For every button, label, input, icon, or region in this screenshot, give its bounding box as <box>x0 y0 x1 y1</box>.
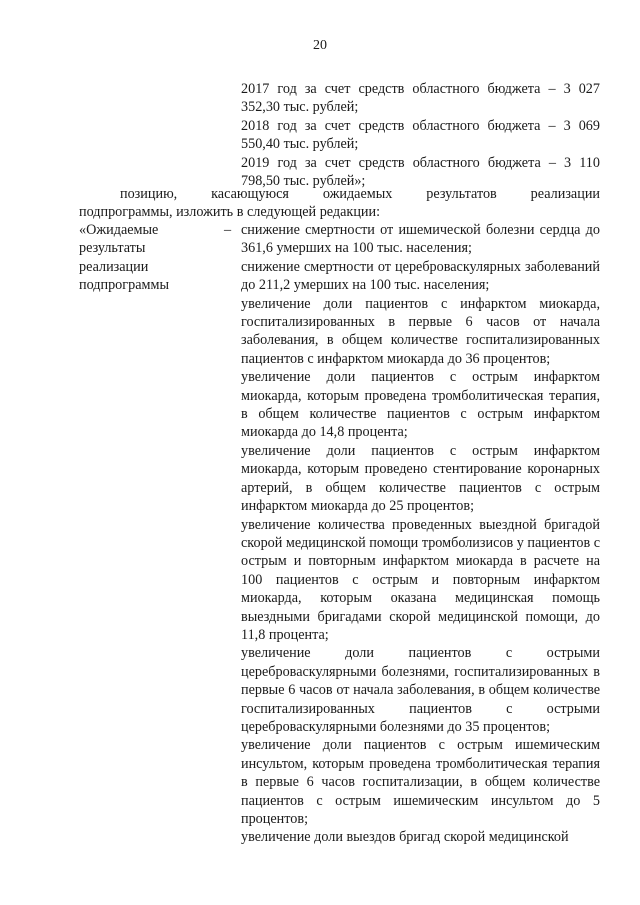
result-item-7: увеличение доли пациентов с острыми цереброваскулярными болезнями, госпитализированных в первые 6 часов от начала заболевания, в общем количестве госпитализированных пациентов с острыми цереброваскулярными болезнями до 35 процентов; <box>241 645 600 735</box>
label-line-3: реализации <box>79 258 149 275</box>
result-item-8: увеличение доли пациентов с острым ишемическим инсультом, которым проведена тромболитическая терапия в первые 6 часов госпитализации, в общем количестве пациентов с острым ишемическим инсультом до 5 процентов; <box>241 737 600 827</box>
result-item-2: снижение смертности от цереброваскулярных заболеваний до 211,2 умерших на 100 тыс. населения; <box>241 258 600 294</box>
label-line-4: подпрограммы <box>79 277 169 294</box>
result-item-6: увеличение количества проведенных выездной бригадой скорой медицинской помощи тромболизисов у пациентов с острым и повторным инфарктом миокарда в расчете на 100 пациентов с острым и повторным инфарктом миокарда, которым оказана медицинская помощь выездными бригадами скорой медицинской помощи, до 11,8 процента; <box>241 516 600 643</box>
intro-line-1: позицию, касающуюся ожидаемых результатов реализации <box>120 186 600 202</box>
budget-line-2018: 2018 год за счет средств областного бюджета – 3 069 550,40 тыс. рублей; <box>241 117 600 153</box>
label-line-2: результаты <box>79 240 146 257</box>
result-item-1: снижение смертности от ишемической болезни сердца до 361,6 умерших на 100 тыс. населения; <box>241 222 600 257</box>
result-item-3: увеличение доли пациентов с инфарктом миокарда, госпитализированных в первые 6 часов от начала заболевания, в общем количестве госпитализированных пациентов с инфарктом миокарда до 36 процентов; <box>241 295 600 367</box>
label-line-1: «Ожидаемые <box>79 222 159 238</box>
result-item-4: увеличение доли пациентов с острым инфарктом миокарда, которым проведена тромболитическая терапия, в общем количестве пациентов с острым инфарктом миокарда до 14,8 процента; <box>241 369 600 441</box>
budget-line-2017: 2017 год за счет средств областного бюджета – 3 027 352,30 тыс. рублей; <box>241 81 600 116</box>
results-label <box>79 221 189 295</box>
budget-line-2019: 2019 год за счет средств областного бюджета – 3 110 798,50 тыс. рублей»; <box>241 154 600 190</box>
intro-paragraph <box>79 185 600 222</box>
results-list <box>241 221 600 847</box>
budget-block <box>241 80 600 190</box>
intro-line-2: подпрограммы, изложить в следующей редакции: <box>79 204 381 221</box>
result-item-5: увеличение доли пациентов с острым инфарктом миокарда, которым проведено стентирование коронарных артерий, в общем количестве пациентов с острым инфарктом миокарда до 25 процентов; <box>241 442 600 515</box>
result-item-9: увеличение доли выездов бригад скорой медицинской <box>241 829 569 846</box>
label-dash: – <box>224 222 232 238</box>
page-number: 20 <box>313 38 327 53</box>
